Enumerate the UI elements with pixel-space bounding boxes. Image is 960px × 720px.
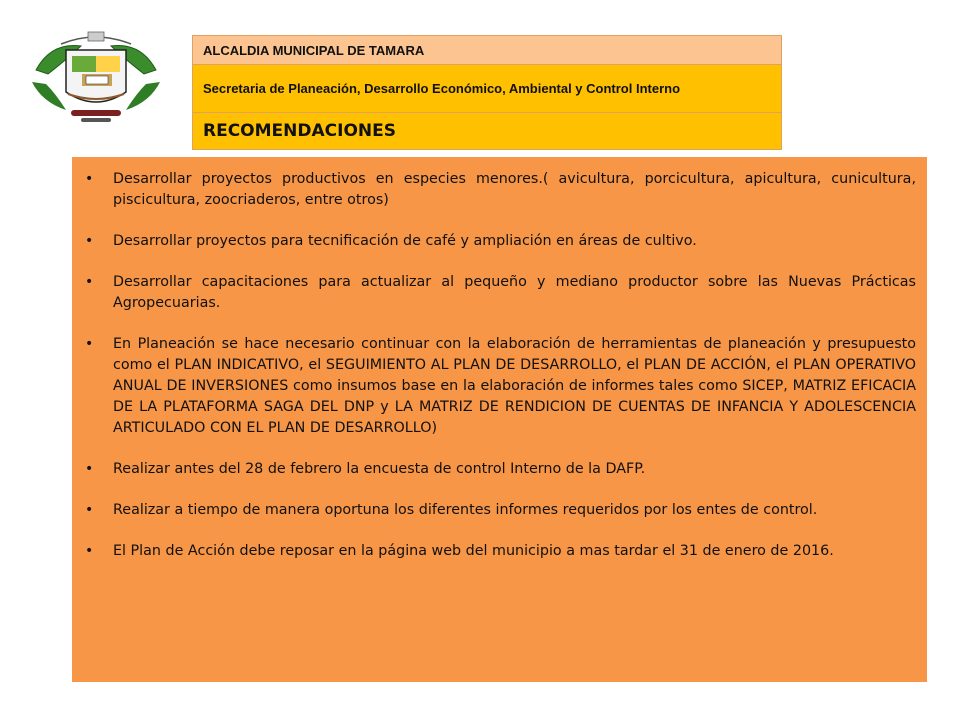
recommendations-panel [72,157,927,682]
department-name: Secretaria de Planeación, Desarrollo Económico, Ambiental y Control Interno [193,65,782,113]
list-item: • En Planeación se hace necesario continuar con la elaboración de herramientas de planeación y presupuesto como el PLAN INDICATIVO, el SEGUIMIENTO AL PLAN DE DESARROLLO, el PLAN DE ACCIÓN, el PLAN OPERATIVO ANUAL DE INVERSIONES como insumos base en la elaboración de informes tales como SICEP, MATRIZ EFICACIA DE LA PLATAFORMA SAGA DEL DNP y LA MATRIZ DE RENDICION DE CUENTAS DE INFANCIA Y ADOLESCENCIA ARTICULADO CON EL PLAN DE DESARROLLO) [113,334,916,439]
list-item: • Desarrollar capacitaciones para actualizar al pequeño y mediano productor sobre las Nuevas Prácticas Agropecuarias. [113,272,916,314]
list-item: • Desarrollar proyectos para tecnificación de café y ampliación en áreas de cultivo. [113,231,916,252]
list-item: • Realizar a tiempo de manera oportuna los diferentes informes requeridos por los entes de control. [113,500,916,521]
list-item: • El Plan de Acción debe reposar en la página web del municipio a mas tardar el 31 de enero de 2016. [113,541,916,562]
page-title: RECOMENDACIONES [193,113,782,150]
list-item: • Realizar antes del 28 de febrero la encuesta de control Interno de la DAFP. [113,459,916,480]
recommendations-list [72,157,927,562]
municipal-coat-of-arms-icon [26,30,166,125]
header-table [192,35,782,150]
list-item: • Desarrollar proyectos productivos en especies menores.( avicultura, porcicultura, apicultura, cunicultura, piscicultura, zoocriaderos, entre otros) [113,169,916,211]
organization-name: ALCALDIA MUNICIPAL DE TAMARA [193,36,782,65]
